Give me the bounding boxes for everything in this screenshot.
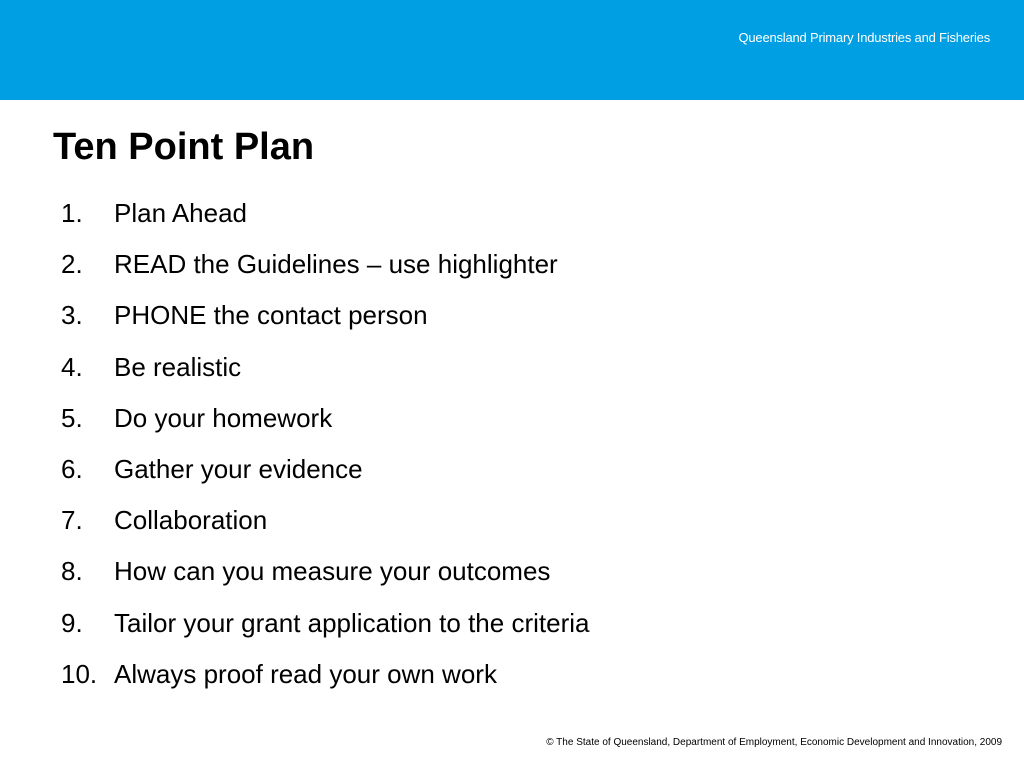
list-item-number: 6. [61, 453, 83, 484]
list-item-number: 5. [61, 402, 83, 433]
list-item-text: Gather your evidence [114, 453, 363, 484]
list-item-number: 7. [61, 505, 83, 536]
list-item-text: Be realistic [114, 351, 242, 382]
organization-name: Queensland Primary Industries and Fisheries [738, 30, 990, 45]
list-item-text: Tailor your grant application to the criteria [114, 607, 590, 638]
list-item-number: 2. [61, 249, 83, 280]
list-item-text: How can you measure your outcomes [114, 556, 551, 587]
list-item-text: Plan Ahead [114, 198, 248, 228]
list-item-number: 9. [61, 607, 83, 638]
list-item-number: 3. [61, 300, 83, 331]
list-item-number: 4. [61, 351, 83, 382]
list-item-text: Do your homework [114, 402, 333, 433]
list-item-text: PHONE the contact person [114, 300, 428, 331]
slide-title: Ten Point Plan [53, 126, 315, 168]
copyright-footer: © The State of Queensland, Department of Employment, Economic Development and Innovation, 2009 [546, 737, 1002, 748]
header-bar [0, 0, 1024, 100]
list-item-number: 10. [61, 658, 98, 689]
list-item-number: 8. [61, 556, 83, 587]
list-item-text: READ the Guidelines – use highlighter [114, 249, 558, 280]
list-item-number: 1. [61, 198, 83, 228]
list-item-text: Always proof read your own work [114, 658, 497, 689]
list-item-text: Collaboration [114, 505, 268, 536]
